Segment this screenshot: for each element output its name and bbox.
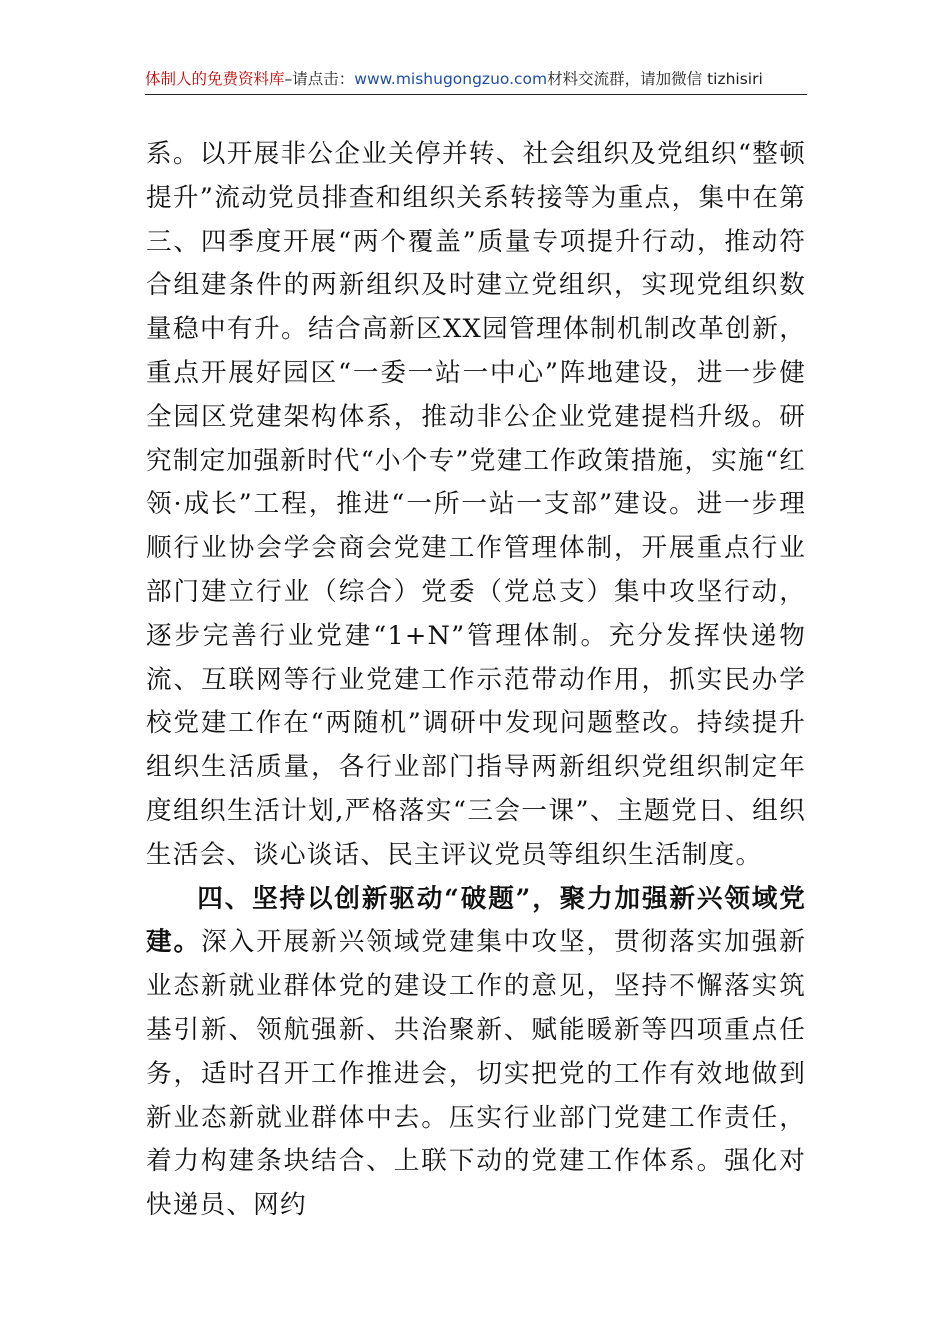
paragraph-2-text: 深入开展新兴领域党建集中攻坚，贯彻落实加强新业态新就业群体党的建设工作的意见，坚持不懈落实筑基引新、领航强新、共治聚新、赋能暖新等四项重点任务，适时召开工作推进会，切实把党的工作有效地做到新业态新就业群体中去。压实行业部门党建工作责任，着力构建条块结合、上联下动的党建工作体系。强化对快递员、网约 [146,927,806,1221]
paragraph-section-four [146,878,806,1228]
page-header [145,66,807,95]
header-contact: 材料交流群，请加微信 tizhisiri [547,70,763,88]
document-body [146,133,806,1228]
paragraph-1-text: 系。以开展非公企业关停并转、社会组织及党组织“整顿提升”流动党员排查和组织关系转接等为重点，集中在第三、四季度开展“两个覆盖”质量专项提升行动，推动符合组建条件的两新组织及时建立党组织，实现党组织数量稳中有升。结合高新区XX园管理体制机制改革创新，重点开展好园区“一委一站一中心”阵地建设，进一步健全园区党建架构体系，推动非公企业党建提档升级。研究制定加强新时代“小个专”党建工作政策措施，实施“红领·成长”工程，推进“一所一站一支部”建设。进一步理顺行业协会学会商会党建工作管理体制，开展重点行业部门建立行业（综合）党委（党总支）集中攻坚行动，逐步完善行业党建“1+N”管理体制。充分发挥快递物流、互联网等行业党建工作示范带动作用，抓实民办学校党建工作在“两随机”调研中发现问题整改。持续提升组织生活质量，各行业部门指导两新组织党组织制定年度组织生活计划,严格落实“三会一课”、主题党日、组织生活会、谈心谈话、民主评议党员等组织生活制度。 [146,139,806,870]
section-four-heading: 四、坚持以创新驱动“破题”，聚力加强新兴领域党建。 [146,883,806,958]
paragraph-continuation [146,133,806,878]
header-brand: 体制人的免费资料库 [145,70,285,88]
header-prompt: –请点击： [284,70,355,88]
header-url-link[interactable]: www.mishugongzuo.com [354,70,548,88]
